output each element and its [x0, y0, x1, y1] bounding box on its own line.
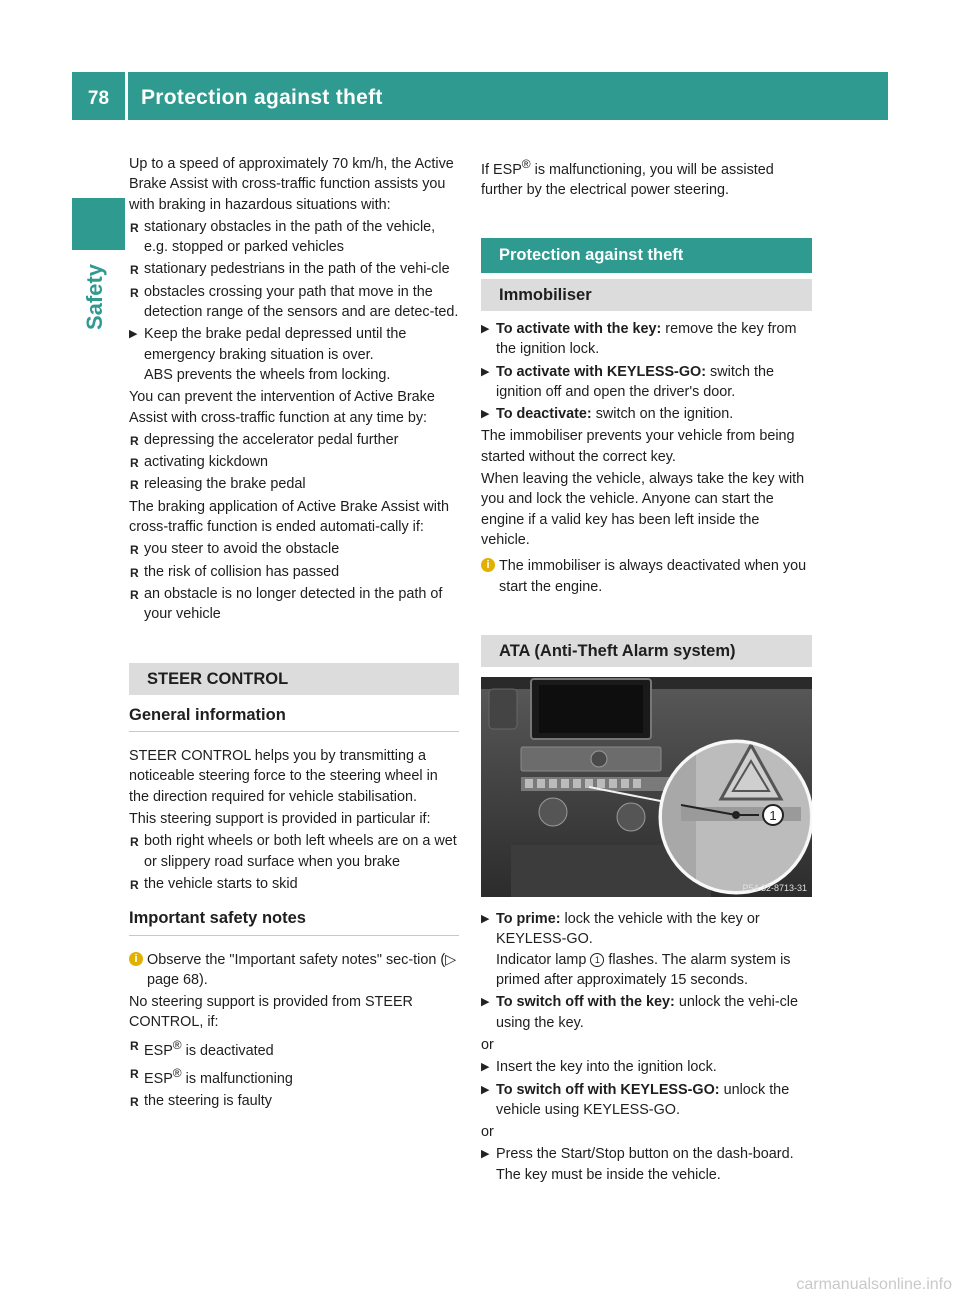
registered-mark: ® — [172, 1065, 182, 1080]
action-text: ▶ Keep the brake pedal depressed until the emergency braking situation is over. — [144, 326, 407, 363]
info-note — [481, 556, 812, 597]
callout-number: 1 — [769, 808, 777, 824]
action-label: To switch off with KEYLESS-GO: — [496, 1081, 720, 1098]
action-label: To activate with KEYLESS-GO: — [496, 363, 707, 380]
esp-text: If ESP — [481, 161, 522, 178]
action-label: To deactivate: — [496, 406, 592, 423]
list-item: R the risk of collision has passed — [129, 562, 459, 582]
action-label: To switch off with the key: — [496, 994, 675, 1011]
right-column — [481, 154, 812, 1187]
action-step — [481, 362, 812, 403]
action-text-part: flashes. The alarm system is primed after approximately 15 seconds. — [496, 951, 791, 989]
list-item: R releasing the brake pedal — [129, 474, 459, 494]
section-heading-immobiliser: Immobiliser — [481, 279, 812, 311]
esp-status: is malfunctioning — [181, 1070, 293, 1087]
section-heading-steer-control: STEER CONTROL — [129, 663, 459, 695]
action-text: remove the key from the ignition lock. — [496, 320, 797, 358]
info-note — [129, 950, 459, 991]
registered-mark: ® — [172, 1037, 182, 1052]
esp-status: is deactivated — [181, 1042, 274, 1059]
dashboard-illustration — [481, 677, 812, 897]
indicator-lamp-number: 1 — [590, 953, 604, 967]
list-item: R an obstacle is no longer detected in the path of your vehicle — [129, 584, 459, 625]
or-text: or — [481, 1036, 494, 1053]
nosupport-paragraph: No steering support is provided from STEER CONTROL, if: — [129, 994, 413, 1031]
general-paragraph: This steering support is provided in particular if: — [129, 811, 431, 828]
registered-mark: ® — [521, 157, 531, 171]
immobiliser-paragraph: When leaving the vehicle, always take the key with you and lock the vehicle. Anyone can start the engine if a valid key has been left inside the vehicle. — [481, 471, 805, 548]
action-text: lock the vehicle with the key or KEYLESS-GO. — [496, 911, 760, 948]
subheading-important-safety-notes: Important safety notes — [129, 908, 459, 935]
list-item: R stationary pedestrians in the path of the vehi-cle — [129, 259, 459, 279]
action-label: To prime: — [496, 911, 561, 928]
action-step — [481, 909, 812, 990]
general-paragraph: STEER CONTROL helps you by transmitting a noticeable steering force to the steering wheel in the direction required for vehicle stabilisation. — [129, 748, 438, 805]
dashboard-photo — [481, 677, 812, 897]
list-item: R activating kickdown — [129, 452, 459, 472]
or-text: or — [481, 1124, 494, 1141]
action-step — [481, 404, 812, 424]
footer-watermark: carmanualsonline.info — [796, 1276, 952, 1293]
immobiliser-paragraph: The immobiliser prevents your vehicle from being started without the correct key. — [481, 428, 795, 465]
action-text-part: Indicator lamp — [496, 951, 591, 968]
esp-label: ESP — [144, 1042, 173, 1059]
list-item: R depressing the accelerator pedal further — [129, 430, 459, 450]
intro-paragraph: Up to a speed of approximately 70 km/h, the Active Brake Assist with cross-traffic function assists you with braking in hazardous situations with: — [129, 156, 454, 213]
photo-code: P54.32-8713-31 — [742, 883, 807, 894]
side-section-label: Safety — [82, 263, 107, 330]
list-item: R both right wheels or both left wheels are on a wet or slippery road surface when you brake — [129, 831, 459, 872]
list-item: R the vehicle starts to skid — [129, 874, 459, 894]
action-step — [481, 992, 812, 1033]
action-text: switch on the ignition. — [591, 406, 734, 423]
prevent-paragraph: You can prevent the intervention of Active Brake Assist with cross-traffic function at any time by: — [129, 389, 435, 426]
action-text: switch the ignition off and open the driver's door. — [496, 363, 775, 400]
page-number: 78 — [72, 72, 125, 120]
page-ref-link[interactable]: page 68). — [147, 971, 208, 988]
page-title: Protection against theft — [141, 86, 383, 109]
action-step: ▶ Press the Start/Stop button on the dash-board. The key must be inside the vehicle. — [481, 1144, 812, 1185]
list-item — [129, 1063, 459, 1089]
action-step — [481, 319, 812, 360]
action-step — [481, 1080, 812, 1121]
info-text: Observe the "Important safety notes" sec-tion ( — [147, 951, 446, 968]
action-step — [129, 324, 459, 385]
left-column — [129, 154, 459, 1113]
action-step: ▶ Insert the key into the ignition lock. — [481, 1057, 812, 1077]
action-text — [496, 950, 812, 991]
esp-paragraph — [481, 154, 812, 200]
list-item: R the steering is faulty — [129, 1091, 459, 1111]
section-heading-ata: ATA (Anti-Theft Alarm system) — [481, 635, 812, 667]
subheading-general-information: General information — [129, 705, 459, 732]
page-ref-arrow-icon: ▷ — [445, 951, 457, 968]
section-heading-protection: Protection against theft — [481, 238, 812, 272]
list-item: R you steer to avoid the obstacle — [129, 539, 459, 559]
esp-label: ESP — [144, 1070, 173, 1087]
action-text: unlock the vehicle using KEYLESS-GO. — [496, 1081, 790, 1118]
action-label: To activate with the key: — [496, 320, 662, 337]
info-icon — [481, 558, 495, 572]
action-text: unlock the vehi-cle using the key. — [496, 994, 799, 1031]
action-text: ABS prevents the wheels from locking. — [144, 366, 391, 383]
info-icon — [129, 952, 143, 966]
ended-paragraph: The braking application of Active Brake Assist with cross-traffic function is ended automati-cally if: — [129, 498, 449, 536]
list-item: R obstacles crossing your path that move in the detection range of the sensors and are detec-ted. — [129, 282, 459, 323]
list-item: R stationary obstacles in the path of the vehicle, e.g. stopped or parked vehicles — [129, 217, 459, 258]
info-text: The immobiliser is always deactivated when you start the engine. — [499, 558, 807, 595]
side-tab-block — [72, 198, 125, 250]
esp-text: is malfunctioning, you will be assisted further by the electrical power steering. — [481, 161, 774, 199]
list-item — [129, 1035, 459, 1061]
